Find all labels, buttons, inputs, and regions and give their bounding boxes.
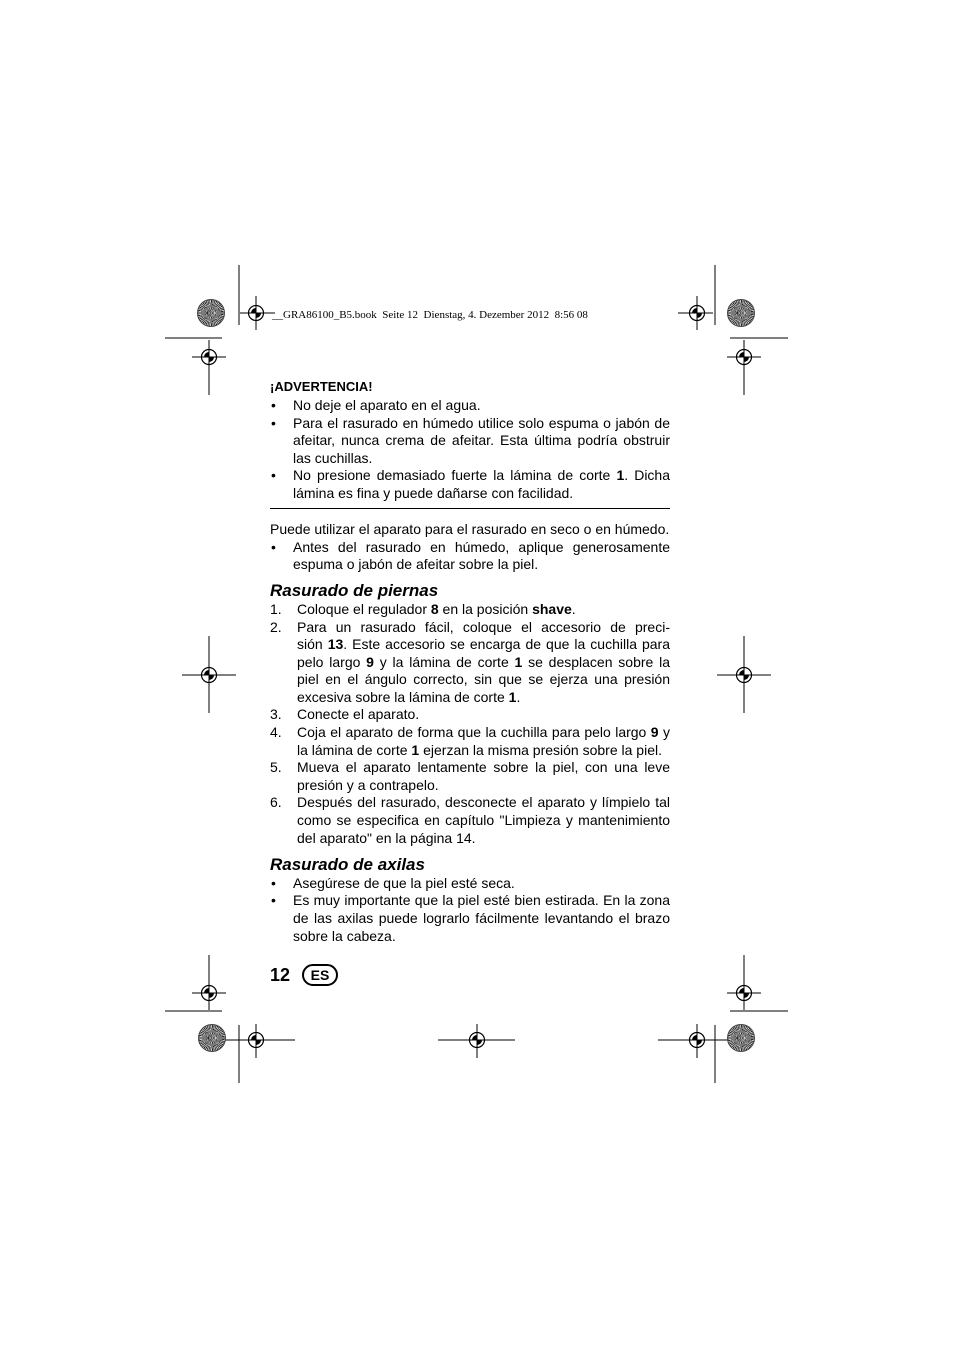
bold-reference: 9 [650,724,659,741]
step-number: 1. [270,600,282,617]
step-item [270,619,670,707]
sunburst-mark [197,299,225,327]
heading-legs: Rasurado de piernas [270,580,439,600]
bullet-item [270,892,670,945]
text-line [293,415,670,433]
step-item [270,706,670,724]
registration-target [218,1024,295,1058]
language-badge: ES [302,964,338,986]
text-line [293,892,670,910]
text-line [297,830,670,848]
main-content [270,378,670,945]
text-line [297,671,670,689]
bullet-item [270,397,670,415]
registration-target [678,296,713,330]
step-number: 5. [270,759,282,776]
text-run: excesiva sobre la lámina de corte [297,688,509,705]
heading-armpits: Rasurado de axilas [270,854,425,874]
text-run: Asegúrese de que la piel esté seca. [293,874,515,891]
armpits-list [270,875,670,945]
text-run: sobre la cabeza. [293,927,396,944]
bullet-item [270,875,670,893]
text-run: de las axilas puede lograrlo fácilmente levantando el brazo [293,910,670,926]
text-line [293,875,670,893]
step-item [270,759,670,794]
registration-target [727,955,761,1010]
text-line [293,450,670,468]
text-line [293,910,670,928]
text-line [293,397,670,415]
text-line [297,759,670,777]
text-run: Para el rasurado en húmedo utilice solo espuma o jabón de [293,414,670,431]
bullet-marker: • [271,396,276,413]
sunburst-mark [198,1024,226,1052]
intro-paragraph: Puede utilizar el aparato para el rasurado en seco o en húmedo. [270,520,670,537]
bold-reference: 1 [616,467,625,484]
text-run: se desplacen sobre la [522,653,670,670]
registration-target [658,1024,735,1058]
text-line [297,619,670,637]
bullet-marker: • [271,892,276,909]
step-number: 6. [270,794,282,811]
warning-title: ¡ADVERTENCIA! [270,379,373,394]
warning-block [270,378,670,503]
text-line [297,742,670,760]
sunburst-mark [727,299,755,327]
text-run: en la posición [438,600,533,617]
text-run: del aparato" en la página 14. [297,829,476,846]
bullet-marker: • [271,414,276,431]
page-number: 12 [270,965,291,985]
step-number: 2. [270,618,282,635]
text-run: No presione demasiado fuerte la lámina de corte [293,467,617,484]
text-run: afeitar, nunca crema de afeitar. Esta última podría obstruir [293,432,670,449]
text-line [293,928,670,946]
bullet-marker: • [271,538,276,555]
text-run: piel en el ángulo correcto, sin que se ejerza una presión [297,671,670,688]
text-run: ejerzan la misma presión sobre la piel. [419,741,662,758]
text-line [297,706,670,724]
text-line [297,724,670,742]
text-run: No deje el aparato en el agua. [293,396,481,413]
registration-target [182,636,236,713]
text-run: pelo largo [297,653,367,670]
text-run: la lámina de corte [297,741,412,758]
text-run: espuma o jabón de afeitar sobre la piel. [293,556,539,573]
sunburst-mark [727,1024,755,1052]
section-divider [270,508,670,509]
text-run: las cuchillas. [293,449,373,466]
registration-target [192,340,226,395]
text-line [293,485,670,503]
text-line [297,689,670,707]
text-run: lámina es fina y puede dañarse con facilidad. [293,484,574,501]
bullet-item [270,415,670,468]
text-run: Es muy importante que la piel esté bien estirada. En la zona [293,892,670,909]
text-run: . Dicha [624,467,671,484]
step-item [270,794,670,847]
text-run: como se especifica en capítulo "Limpieza y mantenimiento [297,812,670,829]
registration-target [727,340,761,395]
bullet-item [270,467,670,502]
bold-reference: 1 [508,688,517,705]
text-line [297,654,670,672]
text-run: presión y a contrapelo. [297,776,439,793]
step-item [270,601,670,619]
text-run: y la lámina de corte [373,653,515,670]
registration-target [240,296,275,330]
bold-reference: 13 [327,636,344,653]
text-run: Después del rasurado, desconecte el aparato y límpielo tal [297,794,670,811]
text-line [293,539,670,557]
intro-list [270,539,670,574]
step-item [270,724,670,759]
text-line [293,556,670,574]
text-line [297,812,670,830]
text-run: Coja el aparato de forma que la cuchilla para pelo largo [297,724,651,741]
text-line [297,794,670,812]
print-file-info: __GRA86100_B5.book Seite 12 Dienstag, 4. Dezember 2012 8:56 08 [272,309,588,321]
step-number: 4. [270,724,282,741]
text-run: . Este accesorio se encarga de que la cuchilla para [343,636,670,653]
bold-reference: 9 [366,653,374,670]
warning-list [270,397,670,503]
registration-target [717,636,771,713]
text-run: . [571,600,576,617]
text-run: Conecte el aparato. [297,706,420,723]
bold-reference: 1 [411,741,420,758]
registration-target [192,955,226,1010]
text-line [297,601,670,619]
step-number: 3. [270,706,282,723]
text-line [293,467,670,485]
legs-steps-list [270,601,670,847]
text-run: y [658,724,671,741]
text-run: Para un rasurado fácil, coloque el accesorio de preci- [297,618,670,635]
text-line [293,432,670,450]
bullet-item [270,539,670,574]
bold-reference: shave [532,600,572,617]
bold-reference: 1 [514,653,523,670]
bullet-marker: • [271,874,276,891]
text-run: . [516,688,521,705]
text-run: sión [297,636,328,653]
bold-reference: 8 [430,600,439,617]
text-run: Coloque el regulador [297,600,431,617]
registration-target [438,1024,515,1058]
bullet-marker: • [271,467,276,484]
text-run: Antes del rasurado en húmedo, aplique generosamente [293,538,670,555]
text-run: Mueva el aparato lentamente sobre la piel, con una leve [297,759,670,776]
text-line [297,777,670,795]
text-line [297,636,670,654]
